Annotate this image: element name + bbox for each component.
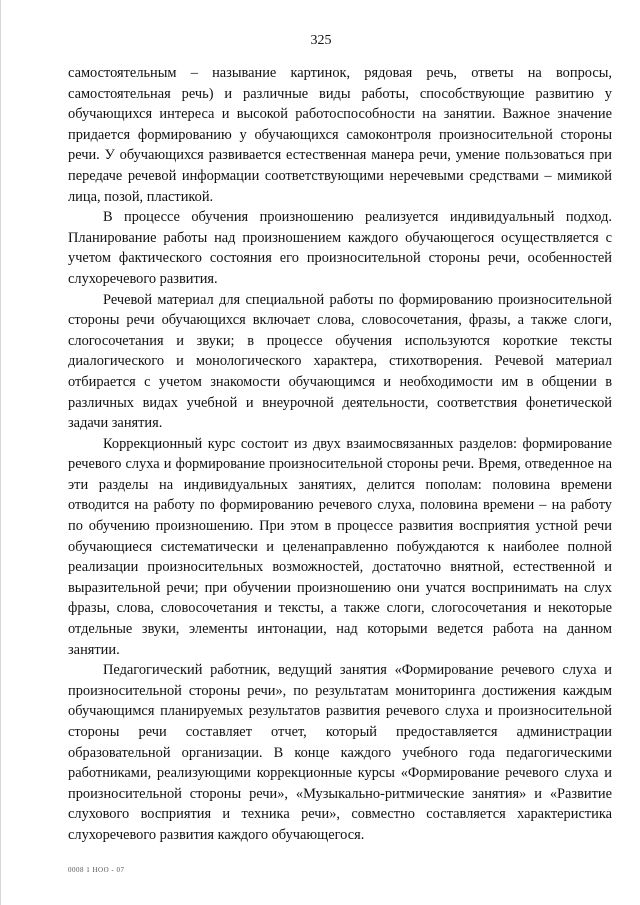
paragraph: Речевой материал для специальной работы по формированию произносительной стороны речи обучающихся включает слова, словосочетания, фразы, а также слоги, слогосочетания и звуки; в процессе обучения используются короткие тексты диалогического и монологического характера, стихотворения. Речевой материал отбирается с учетом знакомости обучающимся и необходимости им в общении в различных видах учебной и внеурочной деятельности, соответствия фонетической задачи занятия. [68,291,612,432]
footer-code: 0008 1 НОО - 07 [68,866,125,874]
paragraph-continuation: самостоятельным – называние картинок, рядовая речь, ответы на вопросы, самостоятельная речь) и различные виды работы, способствующие развитию у обучающихся интереса и высокой работоспособности на занятии. Важное значение придается формированию у обучающихся самоконтроля произносительной стороны речи. У обучающихся развивается естественная манера речи, умение пользоваться при передаче речевой информации соответствующими неречевыми средствами – мимикой лица, позой, пластикой. [68,65,612,205]
paragraph: Коррекционный курс состоит из двух взаимосвязанных разделов: формирование речевого слуха и формирование произносительной стороны речи. Время, отведенное на эти разделы на индивидуальных занятиях, делится пополам: половина времени отводится на работу по формированию речевого слуха, половина времени – на работу по обучению произношению. При этом в процессе развития восприятия устной речи обучающиеся систематически и целенаправленно побуждаются к наиболее полной реализации произносительных возможностей, достаточно внятной, естественной и выразительной речи; при обучении произношению они учатся воспринимать на слух фразы, слова, словосочетания и тексты, а также слоги, слогосочетания и некоторые отдельные звуки, элементы интонации, над которыми ведется работа на данном занятии. [68,435,612,658]
page-number: 325 [310,33,332,48]
paragraph: В процессе обучения произношению реализуется индивидуальный подход. Планирование работы над произношением каждого обучающегося осуществляется с учетом фактического состояния его произносительной стороны речи, особенностей слухоречевого развития. [68,209,612,287]
paragraph: Педагогический работник, ведущий занятия «Формирование речевого слуха и произносительной стороны речи», по результатам мониторинга достижения каждым обучающимся планируемых результатов развития речевого слуха и произносительной стороны речи составляет отчет, который предоставляется администрации образовательной организации. В конце каждого учебного года педагогическими работниками, реализующими коррекционные курсы «Формирование речевого слуха и произносительной стороны речи», «Музыкально-ритмические занятия» и «Развитие слухового восприятия и техника речи», совместно составляется характеристика слухоречевого развития каждого обучающегося. [68,662,612,843]
document-body [68,63,612,846]
